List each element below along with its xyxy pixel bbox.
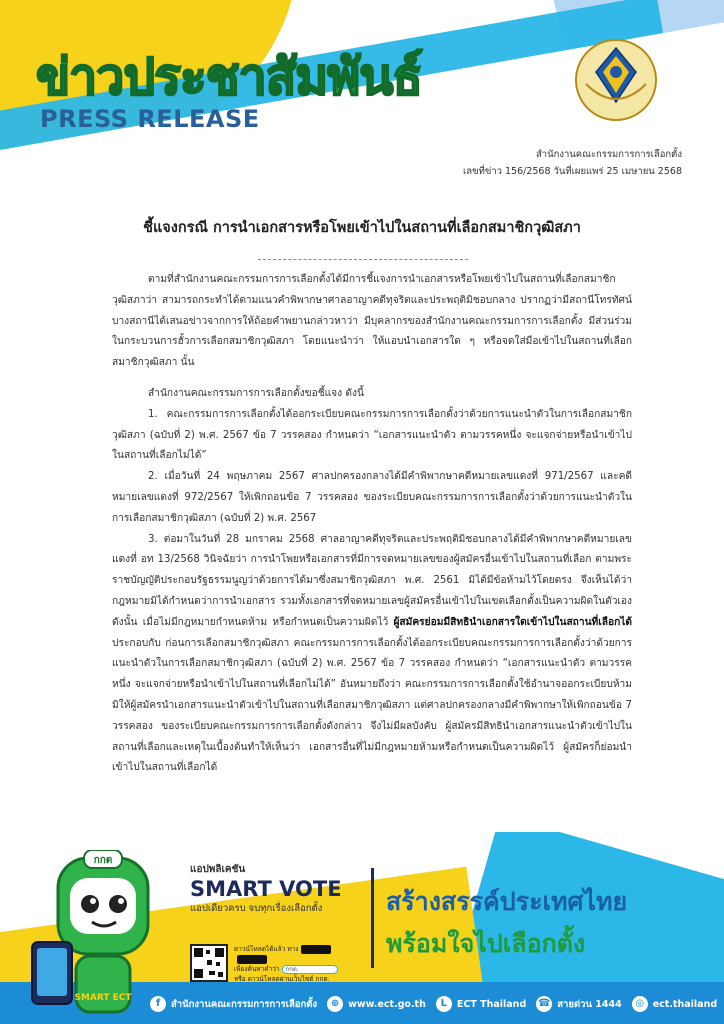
org-name: สำนักงานคณะกรรมการการเลือกตั้ง bbox=[535, 149, 682, 160]
web-download-label: หรือ ดาวน์โหลดผ่านเว็บไซต์ กกต. bbox=[234, 975, 330, 983]
headline-divider bbox=[258, 259, 468, 260]
slogan-line-1: สร้างสรรค์ประเทศไทย bbox=[386, 887, 628, 916]
contact-hotline[interactable] bbox=[536, 996, 621, 1012]
point-3-emphasis: ผู้สมัครย่อมมีสิทธินำเอกสารใดเข้าไปในสถานที่เลือกได้ bbox=[393, 616, 632, 628]
download-label: ดาวน์โหลดได้แล้ว ทาง bbox=[234, 945, 299, 953]
facebook-icon: f bbox=[150, 996, 166, 1012]
download-info bbox=[234, 944, 360, 984]
search-term-box: กกต. bbox=[282, 965, 338, 974]
app-tagline: แอปเดียวครบ จบทุกเรื่องเลือกตั้ง bbox=[190, 903, 323, 914]
news-headline: ชี้แจงกรณี การนำเอกสารหรือโพยเข้าไปในสถานที่เลือกสมาชิกวุฒิสภา bbox=[143, 220, 581, 236]
contact-instagram[interactable] bbox=[632, 996, 717, 1012]
mascot-name: SMART ECT bbox=[74, 993, 132, 1003]
clarification-lead: สำนักงานคณะกรรมการการเลือกตั้งขอชี้แจง ดังนี้ bbox=[148, 387, 364, 399]
app-promo bbox=[190, 862, 360, 983]
point-3 bbox=[112, 530, 632, 780]
press-title-english: PRESS RELEASE bbox=[40, 105, 260, 133]
instagram-icon: ◎ bbox=[632, 996, 648, 1012]
app-label: แอปพลิเคชัน bbox=[190, 864, 246, 875]
org-info bbox=[463, 146, 682, 180]
qr-code-icon[interactable] bbox=[190, 944, 228, 982]
press-header bbox=[0, 0, 724, 185]
facebook-label: สำนักงานคณะกรรมการการเลือกตั้ง bbox=[171, 998, 318, 1010]
footer-divider bbox=[371, 868, 374, 968]
promo-footer bbox=[0, 832, 724, 1024]
line-icon: L bbox=[436, 996, 452, 1012]
app-store-badge-icon[interactable] bbox=[301, 945, 331, 954]
news-body bbox=[112, 270, 632, 779]
contact-bar bbox=[150, 991, 724, 1017]
point-2: 2. เมื่อวันที่ 24 พฤษภาคม 2567 ศาลปกครองกลางได้มีคำพิพากษาคดีหมายเลขแดงที่ 971/2567 และคดีหมายเลขแดงที่ 972/2567 ให้เพิกถอนข้อ 7 วรรคสอง ของระเบียบคณะกรรมการการเลือกตั้งว่าด้วยการแนะนำตัวในการเลือกสมาชิกวุฒิสภา (ฉบับที่ 2) พ.ศ. 2567 bbox=[112, 471, 632, 524]
instagram-label: ect.thailand bbox=[652, 998, 718, 1010]
globe-icon: ⊕ bbox=[327, 996, 343, 1012]
mascot-badge: กกต bbox=[93, 855, 113, 866]
search-label: เพียงค้นหาคำว่า bbox=[234, 965, 280, 973]
phone-icon: ☎ bbox=[536, 996, 552, 1012]
app-name: SMART VOTE bbox=[190, 877, 342, 901]
intro-paragraph: ตามที่สำนักงานคณะกรรมการการเลือกตั้งได้มีการชี้แจงการนำเอกสารหรือโพยเข้าไปในสถานที่เลือกสมาชิกวุฒิสภาว่า สามารถกระทำได้ตามแนวคำพิพากษาศาลอาญาคดีทุจริตและประพฤติมิชอบกลาง ปรากฏว่ามีสถานีโทรทัศน์บางสถานีได้เสนอข่าวจากการให้ถ้อยคำพยานกล่าวหาว่า มีบุคลากรของสำนักงานคณะกรรมการการเลือกตั้ง มีส่วนร่วมในกระบวนการฮั้วการเลือกสมาชิกวุฒิสภา โดยแนะนำว่า ให้แอบนำเอกสารใด ๆ หรือจดใส่มือเข้าไปในสถานที่เลือกสมาชิกวุฒิสภา นั้น bbox=[112, 274, 632, 369]
press-title-thai: ข่าวประชาสัมพันธ์ bbox=[36, 48, 422, 106]
contact-line[interactable] bbox=[436, 996, 526, 1012]
point-3-part-b: ประกอบกับ ก่อนการเลือกสมาชิกวุฒิสภา คณะกรรมการการเลือกตั้งได้ออกระเบียบคณะกรรมการการเลือกตั้งว่าด้วยการแนะนำตัวในการเลือกสมาชิกวุฒิสภา (ฉบับที่ 2) พ.ศ. 2567 ข้อ 7 วรรคสอง กำหนดว่า “เอกสารแนะนำตัว ตามวรรคหนึ่ง จะแจกจ่ายหรือนำเข้าไปในสถานที่เลือกไม่ได้” อันหมายถึงว่า คณะกรรมการการเลือกตั้งใช้อำนาจออกระเบียบห้ามมิให้ผู้สมัครนำเอกสารแนะนำตัวเข้าไปในสถานที่เลือกสมาชิกวุฒิสภา แต่ศาลปกครองกลางมีคำพิพากษาให้เพิกถอนข้อ 7 วรรคสอง ของระเบียบคณะกรรมการการเลือกตั้งดังกล่าว จึงไม่มีผลบังคับ ผู้สมัครมีสิทธินำเอกสารแนะนำตัวเข้าไปในสถานที่เลือกและเหตุในเบื้องต้นทำให้เห็นว่า เอกสารอื่นที่ไม่มีกฎหมายห้ามหรือกำหนดเป็นความผิดไว้ ผู้สมัครก็ย่อมนำเข้าไปในสถานที่เลือกได้ bbox=[112, 637, 632, 774]
slogan-line-2: พร้อมใจไปเลือกตั้ง bbox=[386, 929, 586, 958]
hotline-label: สายด่วน 1444 bbox=[557, 998, 622, 1010]
contact-website[interactable] bbox=[327, 996, 426, 1012]
website-label: www.ect.go.th bbox=[348, 998, 426, 1010]
google-play-badge-icon[interactable] bbox=[237, 955, 267, 964]
point-3-part-a: 3. ต่อมาในวันที่ 28 มกราคม 2568 ศาลอาญาคดีทุจริตและประพฤติมิชอบกลางได้มีคำพิพากษาคดีหมายเลขแดงที่ อท 13/2568 วินิจฉัยว่า การนำโพยหรือเอกสารที่มีการจดหมายเลขของผู้สมัครอื่นเข้าไปในสถานที่เลือก ตามพระราชบัญญัติประกอบรัฐธรรมนูญว่าด้วยการได้มาซึ่งสมาชิกวุฒิสภา พ.ศ. 2561 มิได้มีข้อห้ามไว้โดยตรง จึงเห็นได้ว่า กฎหมายมิได้กำหนดว่าการนำเอกสาร รวมทั้งเอกสารที่จดหมายเลขผู้สมัครอื่นเข้าไปในเขตเลือกตั้งเป็นความผิดในตัวเอง ดังนั้น เมื่อไม่มีกฎหมายกำหนดห้าม หรือกำหนดเป็นความผิดไว้ bbox=[112, 533, 632, 628]
contact-facebook[interactable] bbox=[150, 996, 317, 1012]
line-label: ECT Thailand bbox=[456, 998, 527, 1010]
news-reference: เลขที่ข่าว 156/2568 วันที่เผยแพร่ 25 เมษายน 2568 bbox=[463, 166, 682, 177]
ect-emblem-icon bbox=[574, 38, 658, 122]
point-1: 1. คณะกรรมการการเลือกตั้งได้ออกระเบียบคณะกรรมการการเลือกตั้งว่าด้วยการแนะนำตัวในการเลือกสมาชิกวุฒิสภา (ฉบับที่ 2) พ.ศ. 2567 ข้อ 7 วรรคสอง กำหนดว่า “เอกสารแนะนำตัว ตามวรรคหนึ่ง จะแจกจ่ายหรือนำเข้าไปในสถานที่เลือกไม่ได้” bbox=[112, 408, 632, 462]
